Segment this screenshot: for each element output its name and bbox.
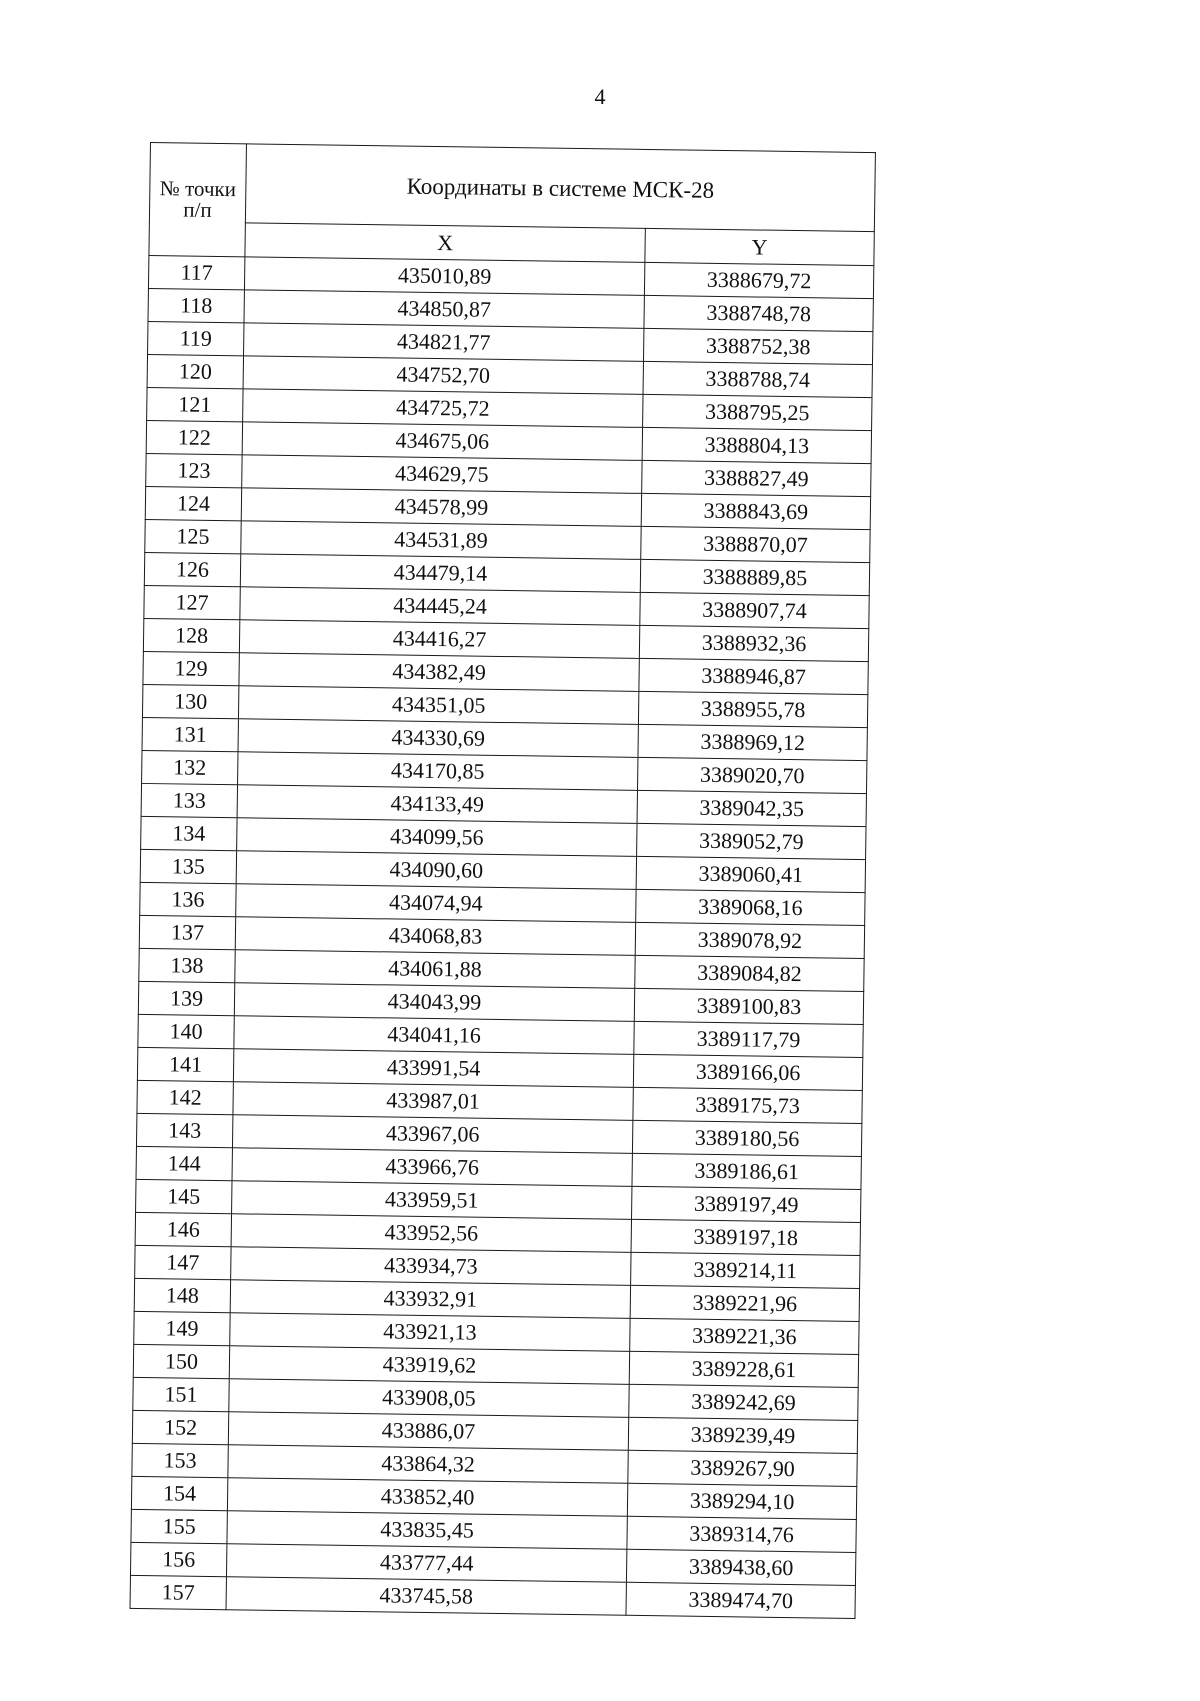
y-coordinate-cell: 3389294,10 xyxy=(627,1483,856,1519)
x-coordinate-cell: 433959,51 xyxy=(232,1181,632,1220)
y-coordinate-cell: 3389180,56 xyxy=(632,1120,861,1156)
y-coordinate-cell: 3388907,74 xyxy=(640,592,869,628)
x-coordinate-cell: 434382,49 xyxy=(239,653,639,692)
y-coordinate-cell: 3389042,35 xyxy=(637,790,866,826)
x-coordinate-cell: 434752,70 xyxy=(243,356,643,395)
point-number-cell: 145 xyxy=(136,1179,232,1213)
point-number-cell: 140 xyxy=(138,1014,234,1048)
x-coordinate-cell: 434821,77 xyxy=(244,323,644,362)
x-coordinate-cell: 434531,89 xyxy=(241,521,641,560)
point-number-cell: 125 xyxy=(145,519,241,553)
y-coordinate-cell: 3388679,72 xyxy=(644,262,873,298)
point-number-cell: 124 xyxy=(145,486,241,520)
y-column-header: Y xyxy=(645,229,874,266)
x-coordinate-cell: 434416,27 xyxy=(239,620,639,659)
x-coordinate-cell: 434133,49 xyxy=(237,785,637,824)
point-number-cell: 123 xyxy=(146,453,242,487)
x-coordinate-cell: 434043,99 xyxy=(234,983,634,1022)
y-coordinate-cell: 3389314,76 xyxy=(627,1516,856,1552)
point-number-cell: 144 xyxy=(136,1146,232,1180)
y-coordinate-cell: 3389166,06 xyxy=(633,1054,862,1090)
point-number-cell: 128 xyxy=(143,618,239,652)
y-coordinate-cell: 3389052,79 xyxy=(637,823,866,859)
point-number-cell: 132 xyxy=(142,750,238,784)
y-coordinate-cell: 3388932,36 xyxy=(639,625,868,661)
y-coordinate-cell: 3388804,13 xyxy=(642,427,871,463)
point-number-cell: 156 xyxy=(130,1542,226,1576)
x-coordinate-cell: 433921,13 xyxy=(230,1313,630,1352)
y-coordinate-cell: 3388969,12 xyxy=(638,724,867,760)
y-coordinate-cell: 3389117,79 xyxy=(634,1021,863,1057)
x-coordinate-cell: 434725,72 xyxy=(243,389,643,428)
y-coordinate-cell: 3388843,69 xyxy=(641,493,870,529)
point-number-cell: 150 xyxy=(133,1344,229,1378)
x-coordinate-cell: 434330,69 xyxy=(238,719,638,758)
x-coordinate-cell: 433991,54 xyxy=(233,1049,633,1088)
point-number-cell: 137 xyxy=(139,915,235,949)
y-coordinate-cell: 3389068,16 xyxy=(636,889,865,925)
x-column-header: X xyxy=(245,223,645,262)
y-coordinate-cell: 3388827,49 xyxy=(642,460,871,496)
point-number-cell: 146 xyxy=(135,1212,231,1246)
point-number-cell: 149 xyxy=(134,1311,230,1345)
y-coordinate-cell: 3388955,78 xyxy=(638,691,867,727)
x-coordinate-cell: 433745,58 xyxy=(226,1577,626,1616)
y-coordinate-cell: 3389197,18 xyxy=(631,1219,860,1255)
x-coordinate-cell: 434479,14 xyxy=(240,554,640,593)
y-coordinate-cell: 3389221,96 xyxy=(630,1285,859,1321)
x-coordinate-cell: 433919,62 xyxy=(229,1346,629,1385)
point-number-cell: 127 xyxy=(144,585,240,619)
point-number-cell: 119 xyxy=(148,321,244,355)
point-number-header: № точки п/п xyxy=(149,143,247,257)
y-coordinate-cell: 3388870,07 xyxy=(641,526,870,562)
x-coordinate-cell: 433886,07 xyxy=(228,1412,628,1451)
x-coordinate-cell: 433864,32 xyxy=(228,1445,628,1484)
point-number-cell: 143 xyxy=(136,1113,232,1147)
point-number-cell: 151 xyxy=(133,1377,229,1411)
y-coordinate-cell: 3389228,61 xyxy=(629,1351,858,1387)
x-coordinate-cell: 434099,56 xyxy=(237,818,637,857)
y-coordinate-cell: 3389242,69 xyxy=(629,1384,858,1420)
x-coordinate-cell: 433835,45 xyxy=(227,1511,627,1550)
x-coordinate-cell: 434445,24 xyxy=(240,587,640,626)
point-number-cell: 147 xyxy=(135,1245,231,1279)
point-number-cell: 135 xyxy=(140,849,236,883)
point-number-cell: 134 xyxy=(141,816,237,850)
y-coordinate-cell: 3389239,49 xyxy=(628,1417,857,1453)
point-number-cell: 157 xyxy=(130,1575,226,1609)
y-coordinate-cell: 3388788,74 xyxy=(643,361,872,397)
x-coordinate-cell: 433852,40 xyxy=(227,1478,627,1517)
x-coordinate-cell: 434041,16 xyxy=(234,1016,634,1055)
coordinate-system-header: Координаты в системе МСК-28 xyxy=(245,144,875,232)
point-number-cell: 131 xyxy=(142,717,238,751)
y-coordinate-cell: 3389214,11 xyxy=(631,1252,860,1288)
x-coordinate-cell: 433967,06 xyxy=(232,1115,632,1154)
x-coordinate-cell: 434090,60 xyxy=(236,851,636,890)
x-coordinate-cell: 433777,44 xyxy=(226,1544,626,1583)
y-coordinate-cell: 3389060,41 xyxy=(636,856,865,892)
y-coordinate-cell: 3389186,61 xyxy=(632,1153,861,1189)
point-number-cell: 120 xyxy=(147,354,243,388)
x-coordinate-cell: 433932,91 xyxy=(230,1280,630,1319)
x-coordinate-cell: 434074,94 xyxy=(236,884,636,923)
x-coordinate-cell: 434351,05 xyxy=(238,686,638,725)
y-coordinate-cell: 3389474,70 xyxy=(626,1582,855,1618)
coordinates-table-wrapper xyxy=(130,142,875,1619)
x-coordinate-cell: 434578,99 xyxy=(241,488,641,527)
point-number-cell: 139 xyxy=(138,981,234,1015)
x-coordinate-cell: 433966,76 xyxy=(232,1148,632,1187)
y-coordinate-cell: 3388946,87 xyxy=(639,658,868,694)
point-number-cell: 130 xyxy=(142,684,238,718)
y-coordinate-cell: 3388748,78 xyxy=(644,295,873,331)
x-coordinate-cell: 434068,83 xyxy=(235,917,635,956)
table-header xyxy=(149,143,876,266)
point-number-cell: 129 xyxy=(143,651,239,685)
x-coordinate-cell: 433908,05 xyxy=(229,1379,629,1418)
point-number-cell: 154 xyxy=(131,1476,227,1510)
x-coordinate-cell: 433934,73 xyxy=(231,1247,631,1286)
y-coordinate-cell: 3388889,85 xyxy=(640,559,869,595)
point-number-cell: 121 xyxy=(147,387,243,421)
x-coordinate-cell: 434850,87 xyxy=(244,290,644,329)
y-coordinate-cell: 3389020,70 xyxy=(637,757,866,793)
point-number-cell: 136 xyxy=(140,882,236,916)
point-number-cell: 138 xyxy=(139,948,235,982)
table-body xyxy=(130,255,874,1618)
x-coordinate-cell: 434061,88 xyxy=(235,950,635,989)
y-coordinate-cell: 3389100,83 xyxy=(634,988,863,1024)
y-coordinate-cell: 3389078,92 xyxy=(635,922,864,958)
x-coordinate-cell: 434629,75 xyxy=(242,455,642,494)
y-coordinate-cell: 3389221,36 xyxy=(630,1318,859,1354)
y-coordinate-cell: 3389084,82 xyxy=(635,955,864,991)
point-number-cell: 141 xyxy=(137,1047,233,1081)
y-coordinate-cell: 3389267,90 xyxy=(628,1450,857,1486)
point-number-cell: 133 xyxy=(141,783,237,817)
x-coordinate-cell: 435010,89 xyxy=(244,257,644,296)
point-number-cell: 155 xyxy=(131,1509,227,1543)
point-number-cell: 122 xyxy=(146,420,242,454)
x-coordinate-cell: 433952,56 xyxy=(231,1214,631,1253)
point-number-cell: 153 xyxy=(132,1443,228,1477)
point-number-cell: 148 xyxy=(134,1278,230,1312)
x-coordinate-cell: 434170,85 xyxy=(238,752,638,791)
page-number: 4 xyxy=(594,84,606,109)
y-coordinate-cell: 3388752,38 xyxy=(643,328,872,364)
point-number-cell: 118 xyxy=(148,288,244,322)
coordinates-table xyxy=(130,142,876,1619)
y-coordinate-cell: 3389438,60 xyxy=(626,1549,855,1585)
y-coordinate-cell: 3389175,73 xyxy=(633,1087,862,1123)
x-coordinate-cell: 434675,06 xyxy=(242,422,642,461)
y-coordinate-cell: 3388795,25 xyxy=(643,394,872,430)
point-number-cell: 142 xyxy=(137,1080,233,1114)
point-number-cell: 152 xyxy=(132,1410,228,1444)
point-number-cell: 126 xyxy=(144,552,240,586)
x-coordinate-cell: 433987,01 xyxy=(233,1082,633,1121)
y-coordinate-cell: 3389197,49 xyxy=(632,1186,861,1222)
point-number-cell: 117 xyxy=(148,255,244,289)
